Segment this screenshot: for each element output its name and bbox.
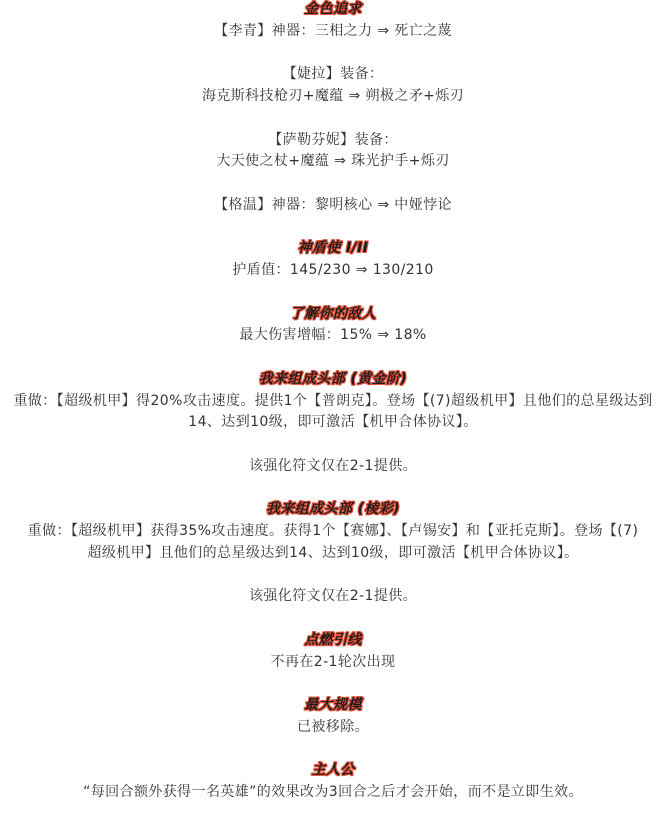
change-line: 护盾值：145/230 ⇒ 130/210: [232, 262, 434, 278]
change-line: 【萨勒芬妮】装备：: [268, 131, 398, 148]
section-mech-head-prismatic: [0, 499, 666, 608]
change-block: [0, 652, 666, 674]
change-line: 【婕拉】装备：: [282, 66, 384, 83]
section-light-the-fuse: [0, 630, 666, 674]
section-shield-bearer: [0, 238, 666, 282]
change-block: [0, 64, 666, 108]
heading-know-your-enemy: 了解你的敌人: [289, 305, 377, 322]
change-line: 【格温】神器：黎明核心 ⇒ 中娅悖论: [214, 196, 452, 213]
change-line: “每回合额外获得一名英雄”的效果改为3回合之后才会开始，而不是立即生效。: [83, 784, 583, 800]
change-line: 重做：【超级机甲】得20%攻击速度。提供1个【普朗克】。登场【(7)超级机甲】且他们的总星级达到: [13, 392, 653, 409]
section-golden-pursuit: [0, 0, 666, 217]
heading-maximum-scale: 最大规模: [304, 697, 362, 713]
change-block: [0, 325, 666, 347]
heading-golden-pursuit: 金色追求: [304, 1, 362, 17]
change-line: 【李青】神器：三相之力 ⇒ 死亡之蔑: [214, 22, 452, 39]
change-line: 重做：【超级机甲】获得35%攻击速度。获得1个【赛娜】、【卢锡安】和【亚托克斯】。登场【(7): [27, 523, 639, 539]
change-block: [0, 586, 666, 608]
change-block: [0, 260, 666, 282]
heading-protagonist: 主人公: [311, 762, 355, 779]
change-block: [0, 521, 666, 565]
change-block: [0, 717, 666, 739]
change-line: 超级机甲】且他们的总星级达到14、达到10级，即可激活【机甲合体协议】。: [87, 544, 579, 561]
change-line: 最大伤害增幅：15% ⇒ 18%: [239, 327, 427, 344]
change-block: [0, 195, 666, 217]
change-block: [0, 130, 666, 174]
change-block: [0, 21, 666, 43]
section-mech-head-gold: [0, 369, 666, 478]
change-block: [0, 391, 666, 435]
section-maximum-scale: [0, 695, 666, 739]
availability-note: 该强化符文仅在2-1提供。: [248, 457, 418, 474]
change-line: 大天使之杖+魔蕴 ⇒ 珠光护手+烁刃: [216, 153, 450, 170]
heading-light-the-fuse: 点燃引线: [304, 631, 362, 648]
change-block: [0, 782, 666, 804]
section-protagonist: [0, 760, 666, 804]
change-block: [0, 456, 666, 478]
change-line: 已被移除。: [297, 718, 369, 735]
change-line: 14、达到10级，即可激活【机甲合体协议】。: [188, 414, 478, 431]
heading-shield-bearer: 神盾使 I/II: [297, 240, 369, 257]
section-know-your-enemy: [0, 304, 666, 348]
heading-mech-head-prismatic: 我来组成头部 (棱彩): [265, 501, 401, 518]
heading-mech-head-gold: 我来组成头部 (黄金阶): [258, 370, 408, 387]
change-line: 不再在2-1轮次出现: [270, 653, 396, 670]
change-line: 海克斯科技枪刃+魔蕴 ⇒ 朔极之矛+烁刃: [201, 88, 465, 104]
availability-note: 该强化符文仅在2-1提供。: [248, 588, 418, 605]
